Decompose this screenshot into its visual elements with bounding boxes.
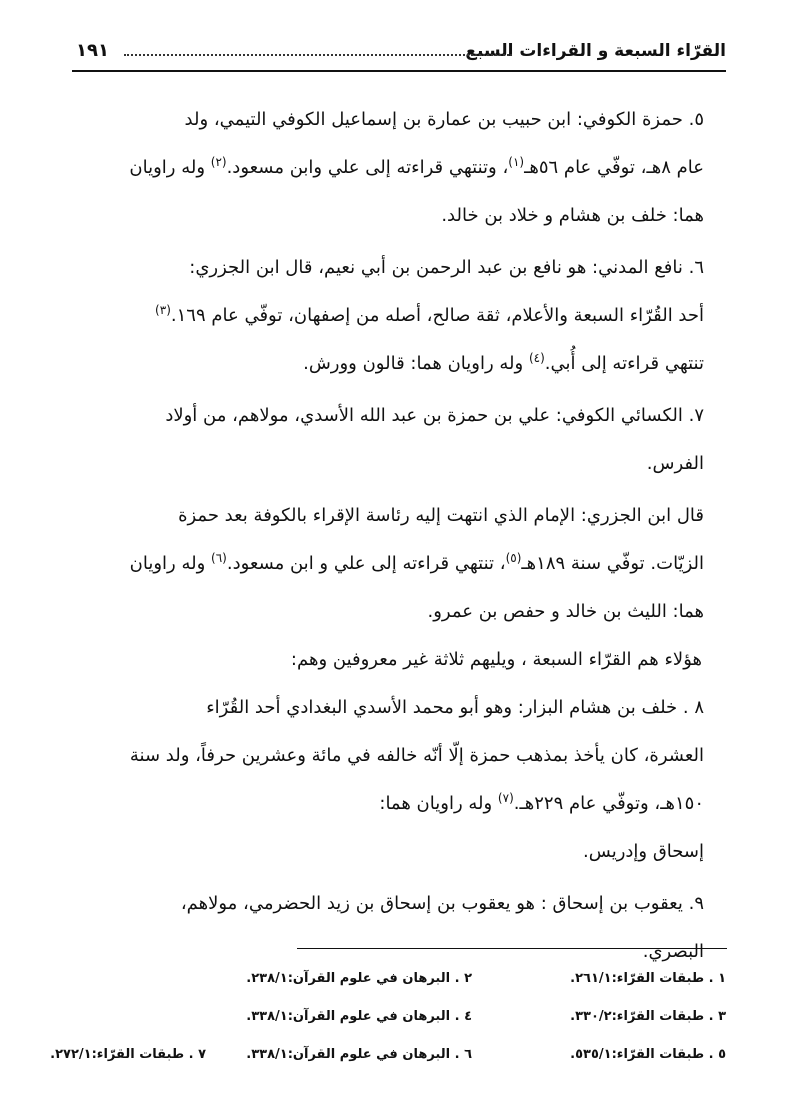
- footnote-5: ٥ . طبقات القرّاء:٥٣٥/١.: [570, 1047, 726, 1062]
- text-line: ٦. نافع المدني: هو نافع بن عبد الرحمن بن أبي نعيم، قال ابن الجزري:: [189, 257, 704, 278]
- text-line: أحد القُرّاء السبعة والأعلام، ثقة صالح، أصله من إصفهان، توفّي عام ١٦٩.: [170, 305, 704, 326]
- page-header: [72, 36, 726, 72]
- text-line: تنتهي قراءته إلى أُبي.: [544, 353, 704, 374]
- text-line: ٥. حمزة الكوفي: ابن حبيب بن عمارة بن إسماعيل الكوفي التيمي، ولد: [184, 109, 704, 130]
- footnote-ref: (٣): [155, 303, 171, 317]
- text-line: عام ٨هـ، توفّي عام ٥٦هـ: [524, 157, 704, 178]
- text-line: ٧. الكسائي الكوفي: علي بن حمزة بن عبد الله الأسدي، مولاهم، من أولاد: [165, 405, 704, 426]
- text-line: الفرس.: [646, 453, 704, 474]
- footnote-2: ٢ . البرهان في علوم القرآن:٢٣٨/١.: [246, 971, 472, 986]
- footnote-4: ٤ . البرهان في علوم القرآن:٣٣٨/١.: [246, 1009, 472, 1024]
- text-line: إسحاق وإدريس.: [583, 841, 704, 862]
- text-line: الزيّات. توفّي سنة ١٨٩هـ: [521, 553, 704, 574]
- footnote-ref: (١): [508, 155, 525, 169]
- footnote-row: [50, 1036, 726, 1074]
- footnotes: [50, 960, 726, 1074]
- text-line: وله راويان هما: قالون وورش.: [303, 353, 529, 374]
- text-line: ، وتنتهي قراءته إلى علي وابن مسعود.: [226, 157, 509, 178]
- text-line: العشرة، كان يأخذ بمذهب حمزة إلّا أنّه خالفه في مائة وعشرين حرفاً، ولد سنة: [129, 745, 704, 766]
- paragraph-nafi: [72, 244, 726, 388]
- text-line: وله راويان: [129, 553, 212, 574]
- text-line: ٩. يعقوب بن إسحاق : هو يعقوب بن إسحاق بن زيد الحضرمي، مولاهم،: [180, 893, 704, 914]
- paragraph-transition: [72, 636, 726, 684]
- text-line: وله راويان: [129, 157, 211, 178]
- running-title: القرّاء السبعة و القراءات السبع: [465, 41, 726, 61]
- text-line: هما: خلف بن هشام و خلاد بن خالد.: [441, 205, 704, 226]
- footnote-1: ١ . طبقات القرّاء:٢٦١/١.: [570, 971, 726, 986]
- paragraph-khalaf: [72, 684, 726, 828]
- page-number: ١٩١: [76, 40, 109, 61]
- footnote-ref: (٥): [505, 551, 522, 565]
- text-line: ١٥٠هـ، وتوفّي عام ٢٢٩هـ.: [513, 793, 704, 814]
- paragraph-hamza: [72, 96, 726, 240]
- paragraph-kisai: [72, 392, 726, 488]
- header-dot-leader: [124, 54, 512, 56]
- footnote-row: [72, 998, 726, 1036]
- footnote-ref: (٢): [210, 155, 227, 169]
- footnote-ref: (٧): [497, 791, 514, 805]
- text-line: وله راويان هما:: [379, 793, 498, 814]
- footnote-6: ٦ . البرهان في علوم القرآن:٣٣٨/١.: [246, 1047, 472, 1062]
- text-line: ، تنتهي قراءته إلى علي و ابن مسعود.: [226, 553, 506, 574]
- footnote-separator: [297, 948, 727, 949]
- footnote-7: ٧ . طبقات القرّاء:٢٧٢/١.: [50, 1047, 206, 1062]
- footnote-row: [72, 960, 726, 998]
- paragraph-khalaf-narrators: [72, 828, 726, 876]
- text-line: هؤلاء هم القرّاء السبعة ، ويليهم ثلاثة غير معروفين وهم:: [290, 649, 702, 670]
- footnote-ref: (٦): [211, 551, 227, 565]
- main-text: [72, 96, 726, 976]
- footnote-ref: (٤): [528, 351, 545, 365]
- paragraph-ibn-jazari-quote: [72, 492, 726, 636]
- footnote-3: ٣ . طبقات القرّاء:٣٣٠/٢.: [570, 1009, 726, 1024]
- text-line: البصري.: [642, 941, 704, 962]
- text-line: ٨ . خلف بن هشام البزار: وهو أبو محمد الأسدي البغدادي أحد القُرّاء: [206, 697, 704, 718]
- text-line: هما: الليث بن خالد و حفص بن عمرو.: [427, 601, 704, 622]
- text-line: قال ابن الجزري: الإمام الذي انتهت إليه رئاسة الإقراء بالكوفة بعد حمزة: [178, 505, 704, 526]
